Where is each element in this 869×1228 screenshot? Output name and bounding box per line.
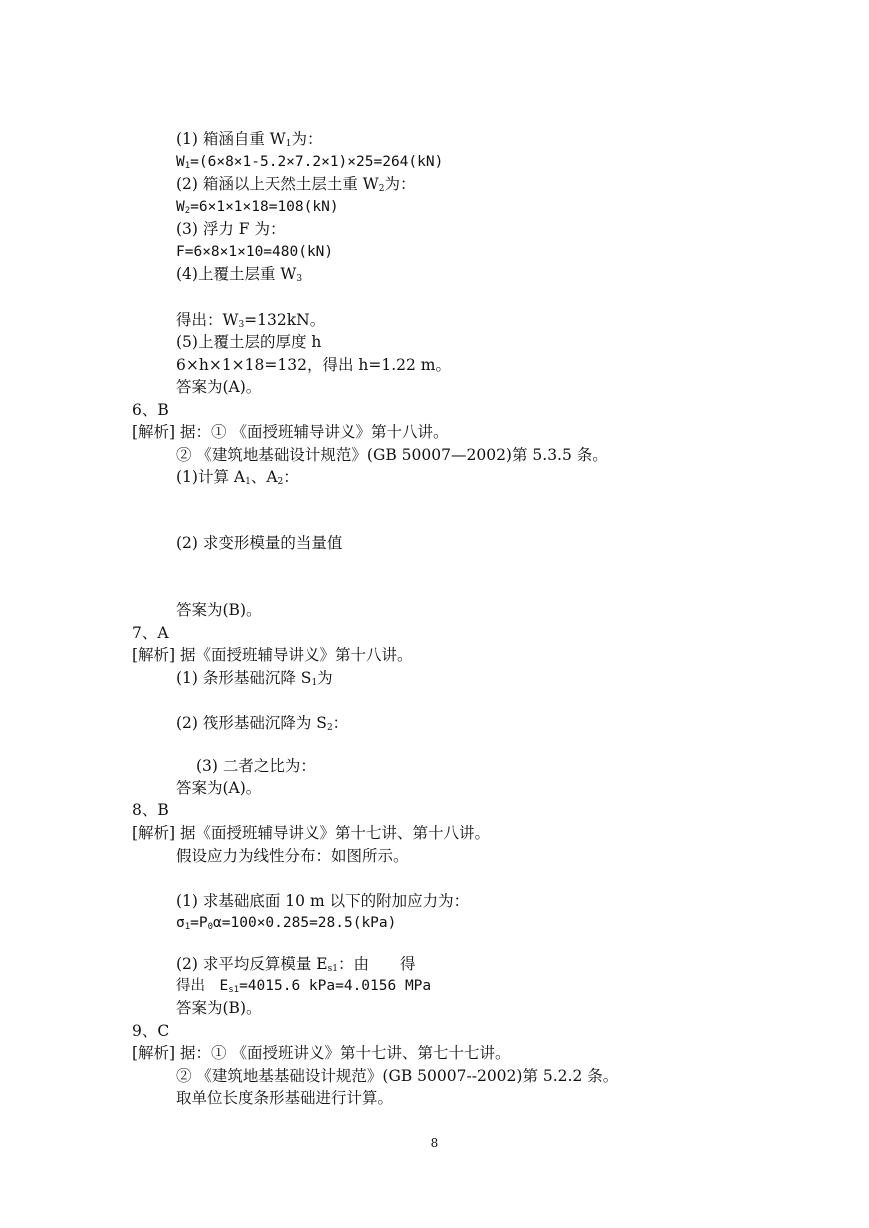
formula-w1: $W_1=(6\times 8\times 1-5.2\times 7.2\times 1)\times 25=264(kN)$ bbox=[176, 154, 444, 171]
answer-7: 答案为(A)。 bbox=[176, 779, 262, 797]
reference-6: ② 《建筑地基础设计规范》(GB 50007—2002)第 5.3.5 条。 bbox=[176, 446, 608, 464]
line-box-self-weight: (1) 箱涵自重 $W_1$为： bbox=[176, 130, 323, 149]
analysis-8: [解析] 据《面授班辅导讲义》第十七讲、第十八讲。 bbox=[132, 824, 491, 842]
answer-8: 答案为(B)。 bbox=[176, 999, 262, 1017]
line-assumption: 假设应力为线性分布：如图所示。 bbox=[176, 847, 409, 865]
line-strip-settlement: (1) 条形基础沉降 $S_1$为 bbox=[176, 669, 333, 688]
line-additional-stress: (1) 求基础底面 10 m 以下的附加应力为： bbox=[176, 892, 470, 910]
formula-h: 6×h×1×18=132，得出 h=1.22 m。 bbox=[176, 356, 451, 374]
line-buoyancy: (3) 浮力 F 为： bbox=[176, 220, 286, 238]
line-raft-settlement: (2) 筏形基础沉降为 $S_2$： bbox=[176, 714, 349, 733]
analysis-7: [解析] 据《面授班辅导讲义》第十八讲。 bbox=[132, 646, 413, 664]
reference-9: ② 《建筑地基基础设计规范》(GB 50007--2002)第 5.2.2 条。 bbox=[176, 1067, 619, 1085]
line-w3-result: 得出：$W_3=132kN$。 bbox=[176, 311, 326, 330]
line-modulus: (2) 求变形模量的当量值 bbox=[176, 534, 343, 552]
line-thickness: (5)上覆土层的厚度 h bbox=[176, 333, 322, 351]
formula-es1: 得出 $E_{s1}=4015.6$ kPa=4.0156 MPa bbox=[176, 978, 432, 995]
question-8: 8、B bbox=[132, 801, 169, 819]
question-6: 6、B bbox=[132, 401, 169, 419]
line-soil-weight: (2) 箱涵以上天然土层土重 $W_2$为： bbox=[176, 175, 416, 194]
analysis-6: [解析] 据：① 《面授班辅导讲义》第十八讲。 bbox=[132, 423, 449, 441]
page-number: 8 bbox=[430, 1136, 439, 1150]
answer-5: 答案为(A)。 bbox=[176, 378, 262, 396]
question-9: 9、C bbox=[132, 1022, 170, 1040]
formula-sigma: $\sigma_1=P_0\alpha=100\times 0.285=28.5(kPa)$ bbox=[176, 915, 397, 932]
line-calc-a: (1)计算 $A_1$、$A_2$： bbox=[176, 468, 299, 487]
answer-6: 答案为(B)。 bbox=[176, 601, 262, 619]
formula-f: F=6×8×1×10=480(kN) bbox=[176, 244, 334, 260]
analysis-9: [解析] 据：① 《面授班讲义》第十七讲、第七十七讲。 bbox=[132, 1044, 511, 1062]
line-overburden: (4)上覆土层重 $W_3$ bbox=[176, 265, 303, 284]
line-ratio: (3) 二者之比为： bbox=[196, 757, 316, 775]
formula-w2: $W_2=6\times 1\times 1\times 18=108(kN)$ bbox=[176, 199, 339, 216]
line-average-modulus: (2) 求平均反算模量 $E_{s1}$：由 得 bbox=[176, 955, 416, 974]
line-unit-length: 取单位长度条形基础进行计算。 bbox=[176, 1089, 394, 1107]
question-7: 7、A bbox=[132, 624, 169, 642]
